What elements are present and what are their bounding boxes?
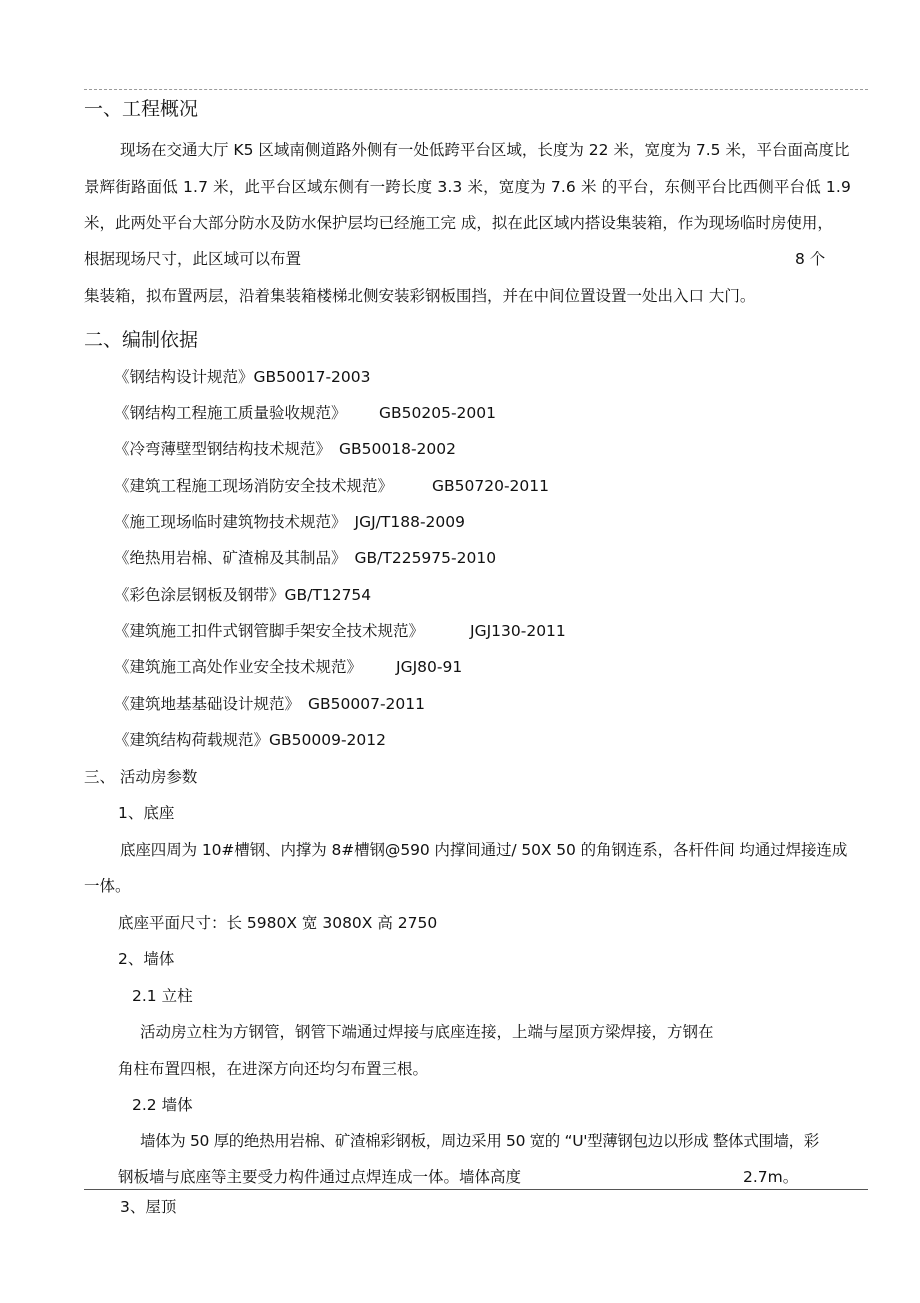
footer-rule bbox=[84, 1189, 868, 1190]
reference-item bbox=[114, 621, 566, 641]
reference-code: GB50018-2002 bbox=[339, 440, 457, 458]
base-paragraph-line1 bbox=[84, 840, 868, 860]
section1-count: 8 个 bbox=[795, 250, 826, 268]
header-rule bbox=[84, 89, 868, 90]
base-size: 底座平面尺寸：长 5980X 宽 3080X 高 2750 bbox=[118, 914, 438, 932]
reference-name: 《建筑施工扣件式钢管脚手架安全技术规范》 bbox=[114, 622, 425, 640]
reference-item bbox=[114, 730, 386, 750]
reference-name: 《钢结构工程施工质量验收规范》 bbox=[114, 404, 347, 422]
wall-sub-title: 2.2 墙体 bbox=[132, 1096, 193, 1114]
reference-code: GB/T225975-2010 bbox=[354, 549, 497, 567]
reference-code: GB50007-2011 bbox=[308, 695, 426, 713]
section1-line1-text: 现场在交通大厅 K5 区域南侧道路外侧有一处低跨平台区域，长度为 22 米，宽度为 7.5 米，平台面高度比 bbox=[120, 141, 850, 159]
reference-name: 《钢结构设计规范》 bbox=[114, 368, 254, 386]
section2-heading: 二、编制依据 bbox=[84, 329, 199, 351]
reference-code: GB50720-2011 bbox=[432, 477, 549, 495]
reference-code: JGJ130-2011 bbox=[470, 622, 566, 640]
reference-item bbox=[114, 367, 371, 387]
roof-title: 3、屋顶 bbox=[120, 1198, 177, 1216]
wall-height-value: 2.7m。 bbox=[743, 1168, 799, 1186]
reference-code: GB50009-2012 bbox=[269, 731, 387, 749]
base-line1-text: 底座四周为 10#槽钢、内撑为 8#槽钢@590 内撑间通过/ 50X 50 的角钢连系，各杆件间 均通过焊接连成 bbox=[120, 841, 848, 859]
reference-code: GB50205-2001 bbox=[379, 404, 496, 422]
reference-name: 《建筑结构荷载规范》 bbox=[114, 731, 270, 749]
section1-paragraph-line4: 根据现场尺寸，此区域可以布置 bbox=[84, 250, 302, 268]
base-title: 1、底座 bbox=[118, 804, 175, 822]
section1-paragraph-line2: 景辉街路面低 1.7 米，此平台区域东侧有一跨长度 3.3 米，宽度为 7.6 米 的平台，东侧平台比西侧平台低 1.9 bbox=[84, 178, 852, 196]
column-paragraph-line2: 角柱布置四根，在进深方向还均匀布置三根。 bbox=[118, 1060, 429, 1078]
reference-item bbox=[114, 694, 425, 714]
column-paragraph-line1: 活动房立柱为方钢管，钢管下端通过焊接与底座连接，上端与屋顶方梁焊接，方钢在 bbox=[140, 1023, 714, 1041]
section1-paragraph-line1 bbox=[84, 140, 868, 160]
reference-item bbox=[114, 657, 463, 677]
column-title: 2.1 立柱 bbox=[132, 987, 193, 1005]
section1-paragraph-line5: 集装箱，拟布置两层，沿着集装箱楼梯北侧安装彩钢板围挡，并在中间位置设置一处出入口 大门。 bbox=[84, 287, 756, 305]
section1-heading: 一、工程概况 bbox=[84, 98, 199, 120]
section1-paragraph-line3: 米，此两处平台大部分防水及防水保护层均已经施工完 成，拟在此区域内搭设集装箱，作为现场临时房使用， bbox=[84, 214, 833, 232]
reference-item bbox=[114, 548, 496, 568]
reference-name: 《绝热用岩棉、矿渣棉及其制品》 bbox=[114, 549, 347, 567]
wall-paragraph-line1: 墙体为 50 厚的绝热用岩棉、矿渣棉彩钢板，周边采用 50 宽的 “U'型薄钢包边以形成 整体式围墙，彩 bbox=[140, 1132, 819, 1150]
wall-paragraph-line2: 钢板墙与底座等主要受力构件通过点焊连成一体。墙体高度 bbox=[118, 1168, 522, 1186]
reference-item bbox=[114, 512, 465, 532]
reference-code: GB50017-2003 bbox=[253, 368, 371, 386]
section3-heading: 三、 活动房参数 bbox=[84, 768, 198, 786]
wall-title: 2、墙体 bbox=[118, 950, 175, 968]
reference-code: GB/T12754 bbox=[284, 586, 372, 604]
reference-name: 《建筑地基基础设计规范》 bbox=[114, 695, 301, 713]
reference-name: 《冷弯薄壁型钢结构技术规范》 bbox=[114, 440, 332, 458]
reference-item bbox=[114, 403, 496, 423]
reference-name: 《施工现场临时建筑物技术规范》 bbox=[114, 513, 347, 531]
reference-name: 《建筑工程施工现场消防安全技术规范》 bbox=[114, 477, 394, 495]
reference-code: JGJ/T188-2009 bbox=[354, 513, 465, 531]
reference-item bbox=[114, 585, 371, 605]
reference-name: 《彩色涂层钢板及钢带》 bbox=[114, 586, 285, 604]
base-paragraph-line2: 一体。 bbox=[84, 877, 131, 895]
reference-item bbox=[114, 476, 549, 496]
reference-name: 《建筑施工高处作业安全技术规范》 bbox=[114, 658, 363, 676]
reference-item bbox=[114, 439, 456, 459]
reference-code: JGJ80-91 bbox=[396, 658, 463, 676]
